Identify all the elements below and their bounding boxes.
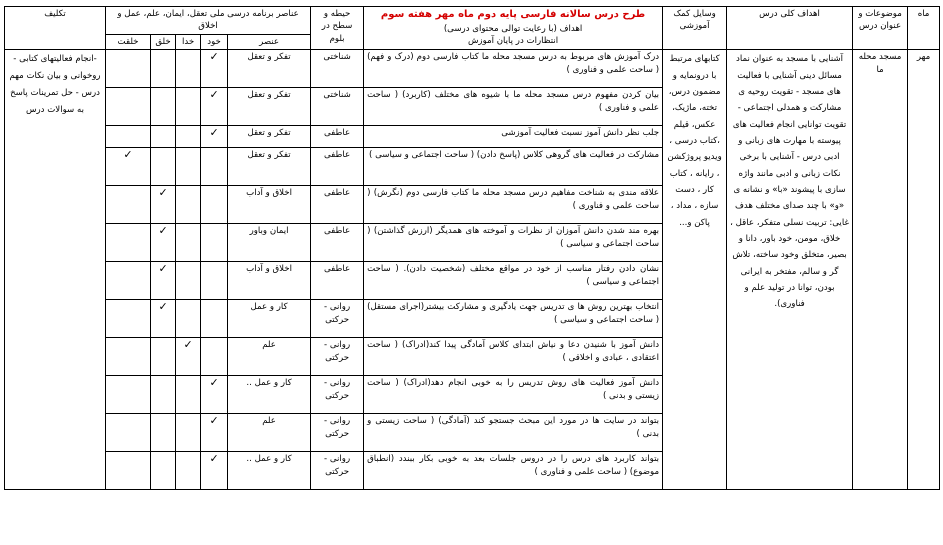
check-cell-creation bbox=[151, 88, 176, 126]
element-cell: تفکر و تعقل bbox=[228, 148, 311, 186]
check-cell-self bbox=[201, 186, 228, 224]
domain-cell: روانی - حرکتی bbox=[311, 338, 364, 376]
header-creation: خلق bbox=[151, 34, 176, 49]
check-cell-god bbox=[176, 186, 201, 224]
check-cell-self: ✓ bbox=[201, 126, 228, 148]
check-cell-self bbox=[201, 262, 228, 300]
check-cell-creature bbox=[106, 300, 151, 338]
check-cell-creation bbox=[151, 126, 176, 148]
element-cell: کار و عمل .. bbox=[228, 452, 311, 490]
domain-cell: روانی - حرکتی bbox=[311, 414, 364, 452]
element-cell: اخلاق و آداب bbox=[228, 186, 311, 224]
check-cell-god bbox=[176, 262, 201, 300]
objective-cell: دانش آموز با شنیدن دعا و نیاش ابتدای کلاس آمادگی پیدا کند(ادراک) ( ساحت اعتقادی ، عبادی و اخلاقی ) bbox=[364, 338, 663, 376]
element-cell: تفکر و تعقل bbox=[228, 88, 311, 126]
check-cell-self: ✓ bbox=[201, 50, 228, 88]
domain-cell: روانی - حرکتی bbox=[311, 300, 364, 338]
domain-cell: عاطفی bbox=[311, 262, 364, 300]
check-cell-creature bbox=[106, 50, 151, 88]
element-cell: اخلاق و آداب bbox=[228, 262, 311, 300]
check-cell-creature bbox=[106, 452, 151, 490]
check-cell-creature bbox=[106, 88, 151, 126]
check-cell-creation bbox=[151, 148, 176, 186]
element-cell: ایمان وباور bbox=[228, 224, 311, 262]
objective-cell: انتخاب بهترین روش ها ی تدریس جهت یادگیری و مشارکت بیشتر(اجرای مستقل) ( ساحت اجتماعی و سیاسی ) bbox=[364, 300, 663, 338]
element-cell: کار و عمل .. bbox=[228, 376, 311, 414]
objective-cell: علاقه مندی به شناخت مفاهیم درس مسجد محله ما کتاب فارسی دوم (نگرش) ( ساحت علمی و فناوری ) bbox=[364, 186, 663, 224]
header-row-1 bbox=[5, 7, 940, 35]
objective-cell: مشارکت در فعالیت های گروهی کلاس (پاسخ دادن) ( ساحت اجتماعی و سیاسی ) bbox=[364, 148, 663, 186]
objective-cell: دانش آموز فعالیت های روش تدریس را به خوبی انجام دهد(ادراک) ( ساحت زیستی و بدنی ) bbox=[364, 376, 663, 414]
check-cell-self bbox=[201, 300, 228, 338]
check-cell-creation bbox=[151, 452, 176, 490]
topic-cell: مسجد محله ما bbox=[853, 50, 908, 490]
homework-cell: -انجام فعالیتهای کتابی - روخوانی و بیان نکات مهم درس - حل تمرینات پاسخ به سوالات درس bbox=[5, 50, 106, 490]
check-cell-god bbox=[176, 376, 201, 414]
check-cell-creation: ✓ bbox=[151, 186, 176, 224]
objectives-line: اهداف (با رعایت توالی محتوای درسی) bbox=[443, 23, 583, 34]
check-cell-god bbox=[176, 452, 201, 490]
domain-cell: شناختی bbox=[311, 88, 364, 126]
domain-cell: عاطفی bbox=[311, 148, 364, 186]
month-cell: مهر bbox=[908, 50, 940, 490]
check-cell-creation: ✓ bbox=[151, 300, 176, 338]
check-cell-creature bbox=[106, 186, 151, 224]
header-general-goals: اهداف کلی درس bbox=[727, 7, 853, 50]
check-cell-creature: ✓ bbox=[106, 148, 151, 186]
objective-cell: جلب نظر دانش آموز نسبت فعالیت آموزشی bbox=[364, 126, 663, 148]
element-cell: تفکر و تعقل bbox=[228, 126, 311, 148]
check-cell-creation: ✓ bbox=[151, 262, 176, 300]
header-topics: موضوعات و عنوان درس bbox=[853, 7, 908, 50]
check-cell-god bbox=[176, 148, 201, 186]
domain-cell: روانی - حرکتی bbox=[311, 376, 364, 414]
check-cell-creature bbox=[106, 414, 151, 452]
check-cell-self: ✓ bbox=[201, 452, 228, 490]
header-title-cell bbox=[364, 7, 663, 50]
objective-cell: بتواند در سایت ها در مورد این مبحث جستجو کند (آمادگی) ( ساحت زیستی و بدنی ) bbox=[364, 414, 663, 452]
objective-cell: بتواند کاربرد های درس را در دروس جلسات بعد به خوبی بکار ببندد (انطباق موضوع) ( ساحت علمی و فناوری ) bbox=[364, 452, 663, 490]
check-cell-self: ✓ bbox=[201, 414, 228, 452]
header-teaching-aids: وسایل کمک آموزشی bbox=[663, 7, 727, 50]
table-row bbox=[5, 50, 940, 88]
header-month: ماه bbox=[908, 7, 940, 50]
domain-cell: شناختی bbox=[311, 50, 364, 88]
check-cell-creation bbox=[151, 376, 176, 414]
header-element: عنصر bbox=[228, 34, 311, 49]
domain-cell: روانی - حرکتی bbox=[311, 452, 364, 490]
domain-cell: عاطفی bbox=[311, 186, 364, 224]
check-cell-creature bbox=[106, 262, 151, 300]
check-cell-creation bbox=[151, 414, 176, 452]
header-homework: تکلیف bbox=[5, 7, 106, 50]
check-cell-god bbox=[176, 224, 201, 262]
expectations-line: انتظارات در پایان آموزش bbox=[467, 35, 559, 46]
header-self: خود bbox=[201, 34, 228, 49]
lesson-plan-table bbox=[4, 6, 940, 490]
teaching-aids-cell: کتابهای مرتبط با درونمایه و مضمون درس، تخته، ماژیک، عکس، قیلم ،کتاب درسی ، ویدیو پروژکشن ، رایانه ، کتاب کار ، دست سازه ، مداد ، پاکن و... bbox=[663, 50, 727, 490]
header-god: خدا bbox=[176, 34, 201, 49]
check-cell-god bbox=[176, 414, 201, 452]
objective-cell: نشان دادن رفتار مناسب از خود در مواقع مختلف (شخصیت دادن). ( ساحت اجتماعی و سیاسی ) bbox=[364, 262, 663, 300]
check-cell-self bbox=[201, 224, 228, 262]
check-cell-creature bbox=[106, 224, 151, 262]
element-cell: تفکر و تعقل bbox=[228, 50, 311, 88]
element-cell: علم bbox=[228, 338, 311, 376]
general-goals-cell: آشنایی با مسجد به عنوان نماد مسائل دینی آشنایی با فعالیت های مسجد - تقویت روحیه ی مشارکت و همدلی اجتماعی - تقویت توانایی انجام فعالیت های پیوسته با مهارت های زبانی و ادبی درس - آشنایی با برخی نکات زبانی و ادبی مانند واژه سازی با پیشوند «با» و نشانه ی «و» با چند صدای مختلف هدف غایی: تربیت نسلی متفکر، عاقل ، خلاق، مومن، خود باور، دانا و بصیر، متخلق وخود ساخته، تلاش گر و سالم، مفتخر به ایرانی بودن، توانا در تولید علم و فناوری). bbox=[727, 50, 853, 490]
check-cell-god bbox=[176, 126, 201, 148]
check-cell-self: ✓ bbox=[201, 88, 228, 126]
header-national-elements: عناصر برنامه درسی ملی تعقل، ایمان، علم، عمل و اخلاق bbox=[106, 7, 311, 35]
objective-cell: بهره مند شدن دانش آموزان از نظرات و آموخته های همدیگر (ارزش گذاشتن) ( ساحت اجتماعی و سیاسی ) bbox=[364, 224, 663, 262]
domain-cell: عاطفی bbox=[311, 126, 364, 148]
check-cell-self: ✓ bbox=[201, 376, 228, 414]
check-cell-creature bbox=[106, 126, 151, 148]
check-cell-god: ✓ bbox=[176, 338, 201, 376]
page-title: طرح درس سالانه فارسی پایه دوم ماه مهر هفته سوم bbox=[380, 9, 646, 20]
check-cell-self bbox=[201, 148, 228, 186]
objective-cell: بیان کردن مفهوم درس مسجد محله ما با شیوه های مختلف (کاربرد) ( ساحت علمی و فناوری ) bbox=[364, 88, 663, 126]
check-cell-god bbox=[176, 50, 201, 88]
header-creature: خلقت bbox=[106, 34, 151, 49]
check-cell-creation bbox=[151, 50, 176, 88]
check-cell-creature bbox=[106, 376, 151, 414]
check-cell-self bbox=[201, 338, 228, 376]
check-cell-creature bbox=[106, 338, 151, 376]
element-cell: کار و عمل bbox=[228, 300, 311, 338]
objective-cell: درک آموزش های مربوط به درس مسجد محله ما کتاب فارسی دوم (درک و فهم) ( ساحت علمی و فناوری ) bbox=[364, 50, 663, 88]
check-cell-god bbox=[176, 300, 201, 338]
check-cell-god bbox=[176, 88, 201, 126]
header-domain-level: حیطه و سطح در بلوم bbox=[311, 7, 364, 50]
check-cell-creation: ✓ bbox=[151, 224, 176, 262]
check-cell-creation bbox=[151, 338, 176, 376]
domain-cell: عاطفی bbox=[311, 224, 364, 262]
element-cell: علم bbox=[228, 414, 311, 452]
